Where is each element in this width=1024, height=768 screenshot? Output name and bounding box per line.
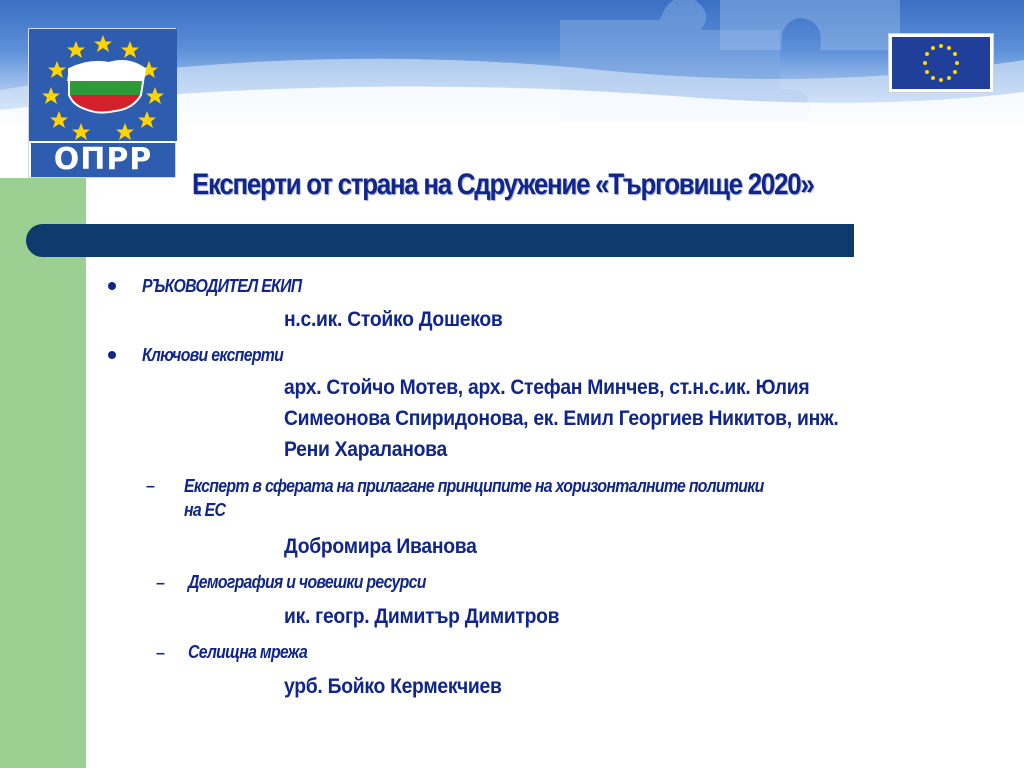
horizontal-policies-heading-cont: на ЕС [184,500,226,520]
demography-name: ик. геогр. Димитър Димитров [284,605,560,628]
demography-heading: Демография и човешки ресурси [188,572,426,592]
bullet-icon [108,351,116,359]
key-experts-line: арх. Стойчо Мотев, арх. Стефан Минчев, ст.н.с.ик. Юлия [284,376,810,399]
key-experts-heading: Ключови експерти [142,345,284,365]
dash-icon: – [156,645,165,662]
horizontal-policies-heading: Експерт в сферата на прилагане принципите на хоризонталните политики [184,476,764,496]
team-lead-name: н.с.ик. Стойко Дошеков [284,308,503,331]
bullet-icon [108,282,116,290]
logo-text: ОПРР [31,143,175,177]
dash-icon: – [146,478,155,495]
key-experts-line: Симеонова Спиридонова, ек. Емил Георгиев Никитов, инж. [284,407,839,430]
horizontal-policies-name: Добромира Иванова [284,535,477,558]
dash-icon: – [156,575,165,592]
settlement-network-heading: Селищна мрежа [188,642,308,662]
team-lead-heading: РЪКОВОДИТЕЛ ЕКИП [142,276,302,296]
page-title: Експерти от страна на Сдружение «Търговище 2020» [192,168,814,201]
key-experts-line: Рени Хараланова [284,438,447,461]
settlement-network-name: урб. Бойко Кермекчиев [284,675,502,698]
